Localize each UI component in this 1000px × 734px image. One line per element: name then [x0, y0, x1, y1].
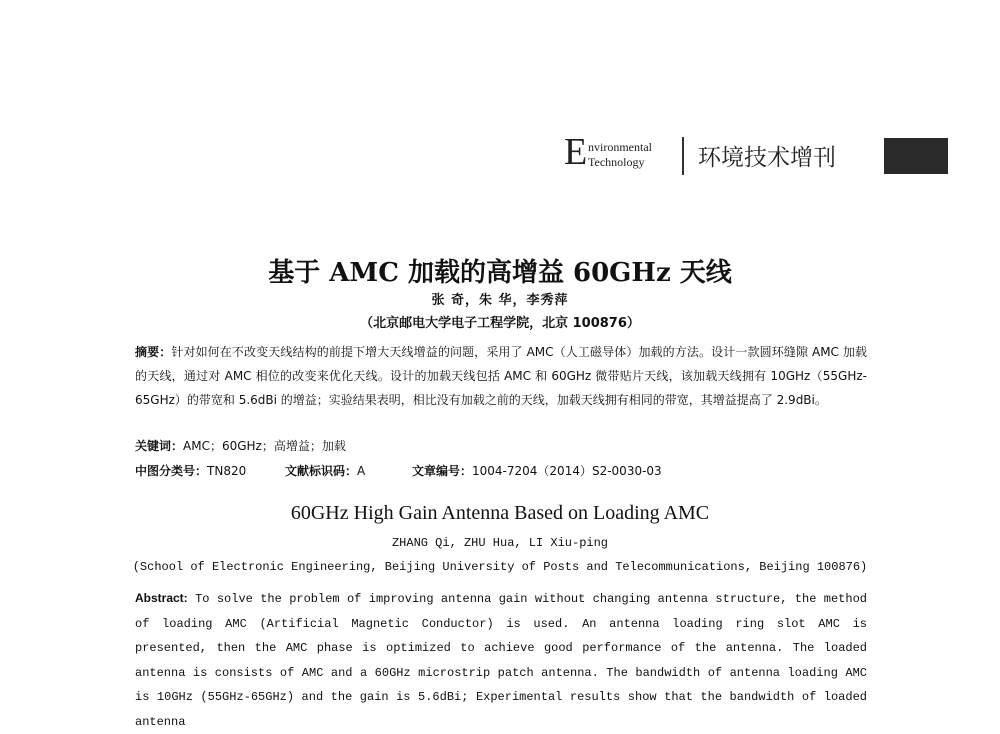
article-no-item [412, 462, 662, 479]
journal-logo-line1: nvironmental [588, 140, 652, 154]
abstract-text-cn: 针对如何在不改变天线结构的前提下增大天线增益的问题，采用了 AMC（人工磁导体）加载的方法。设计一款圆环缝隙 AMC 加载的天线，通过对 AMC 相位的改变来优化天线。设计的加载天线包括 AMC 和 60GHz 微带贴片天线，该加载天线拥有 10GHz（55GHz-65GHz）的带宽和 5.6dBi 的增益；实验结果表明，相比没有加载之前的天线，加载天线拥有相同的带宽，其增益提高了 2.9dBi。 [135, 345, 867, 407]
header-black-block [884, 138, 948, 174]
journal-header [564, 131, 948, 176]
keywords-line [135, 437, 346, 454]
clc-item [135, 462, 246, 479]
english-abstract [135, 586, 867, 734]
header-divider [682, 137, 684, 175]
clc-label: 中图分类号： [135, 464, 208, 478]
doc-code-label: 文献标识码： [285, 464, 358, 478]
article-no-value: 1004-7204（2014）S2-0030-03 [472, 464, 662, 478]
journal-logo-letter: E [564, 131, 588, 173]
english-authors: ZHANG Qi, ZHU Hua, LI Xiu-ping [391, 536, 609, 550]
journal-logo-line2: Technology [588, 155, 645, 169]
doc-code-value: A [357, 464, 366, 478]
abstract-label-cn: 摘要： [135, 345, 172, 359]
journal-name: 环境技术增刊 [698, 145, 836, 171]
chinese-affiliation: （北京邮电大学电子工程学院，北京 100876） [360, 316, 640, 331]
english-affiliation: (School of Electronic Engineering, Beijing University of Posts and Telecommunications, Beijing 100876) [132, 560, 868, 574]
clc-value: TN820 [207, 464, 247, 478]
chinese-abstract [135, 340, 867, 412]
abstract-text-en: To solve the problem of improving antenna gain without changing antenna structure, the method of loading AMC (Artificial Magnetic Conductor) is used. An antenna loading ring slot AMC is presented, then the AMC phase is optimized to achieve good performance of the antenna. The loaded antenna is consists of AMC and a 60GHz microstrip patch antenna. The bandwidth of antenna loading AMC is 10GHz (55GHz-65GHz) and the gain is 5.6dBi; Experimental results show that the bandwidth of loaded antenna [135, 592, 867, 729]
abstract-label-en: Abstract: [135, 591, 188, 605]
chinese-authors: 张 奇，朱 华，李秀萍 [431, 293, 569, 308]
doc-code-item [285, 462, 365, 479]
keywords-value: AMC；60GHz；高增益；加载 [183, 439, 346, 453]
classification-line [135, 462, 867, 480]
keywords-label: 关键词： [135, 439, 184, 453]
chinese-title: 基于 AMC 加载的高增益 60GHz 天线 [268, 258, 732, 288]
english-title: 60GHz High Gain Antenna Based on Loading AMC [290, 502, 710, 524]
article-no-label: 文章编号： [412, 464, 473, 478]
